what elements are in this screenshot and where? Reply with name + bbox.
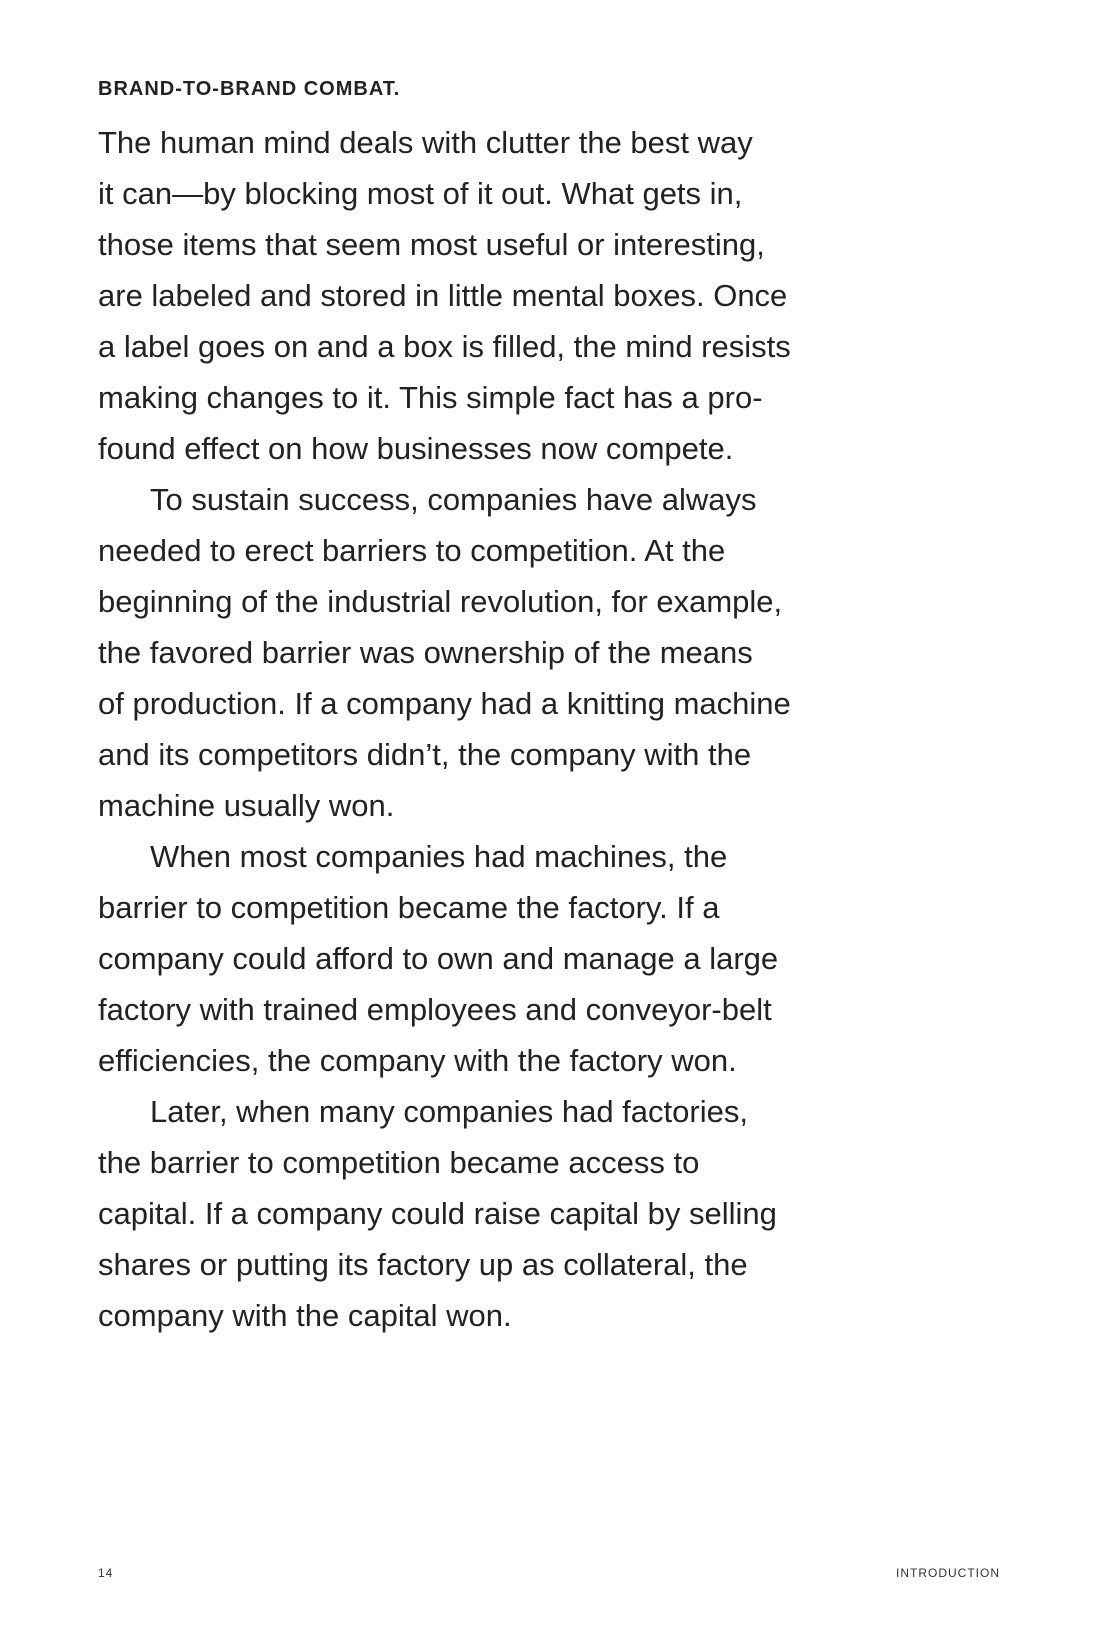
text-line: company with the capital won. [98,1298,512,1333]
text-line: needed to erect barriers to competition. At the [98,533,726,568]
text-line: a label goes on and a box is filled, the mind resists [98,329,791,364]
body-text [98,117,898,1341]
text-line: are labeled and stored in little mental boxes. Once [98,278,788,313]
text-line: To sustain success, companies have always [150,482,757,517]
text-line: Later, when many companies had factories, [150,1094,748,1129]
text-line: barrier to competition became the factory. If a [98,890,720,925]
text-line: making changes to it. This simple fact has a pro- [98,380,763,415]
text-line: factory with trained employees and conveyor-belt [98,992,772,1027]
paragraph-2 [98,474,898,831]
text-line: the barrier to competition became access to [98,1145,700,1180]
paragraph-4 [98,1086,898,1341]
text-line: When most companies had machines, the [150,839,728,874]
section-heading: BRAND-TO-BRAND COMBAT. [98,78,401,100]
text-line: capital. If a company could raise capital by selling [98,1196,777,1231]
text-line: and its competitors didn’t, the company with the [98,737,752,772]
text-line: company could afford to own and manage a large [98,941,779,976]
text-line: efficiencies, the company with the factory won. [98,1043,737,1078]
text-line: the favored barrier was ownership of the means [98,635,753,670]
text-line: machine usually won. [98,788,395,823]
text-line: beginning of the industrial revolution, for example, [98,584,783,619]
paragraph-3 [98,831,898,1086]
running-footer-section: INTRODUCTION [896,1566,1000,1580]
page-number: 14 [98,1566,114,1580]
text-line: shares or putting its factory up as collateral, the [98,1247,748,1282]
text-line: it can—by blocking most of it out. What gets in, [98,176,743,211]
text-line: found effect on how businesses now compete. [98,431,734,466]
text-line: The human mind deals with clutter the best way [98,125,753,160]
text-line: of production. If a company had a knitting machine [98,686,791,721]
text-line: those items that seem most useful or interesting, [98,227,765,262]
paragraph-1 [98,117,898,474]
